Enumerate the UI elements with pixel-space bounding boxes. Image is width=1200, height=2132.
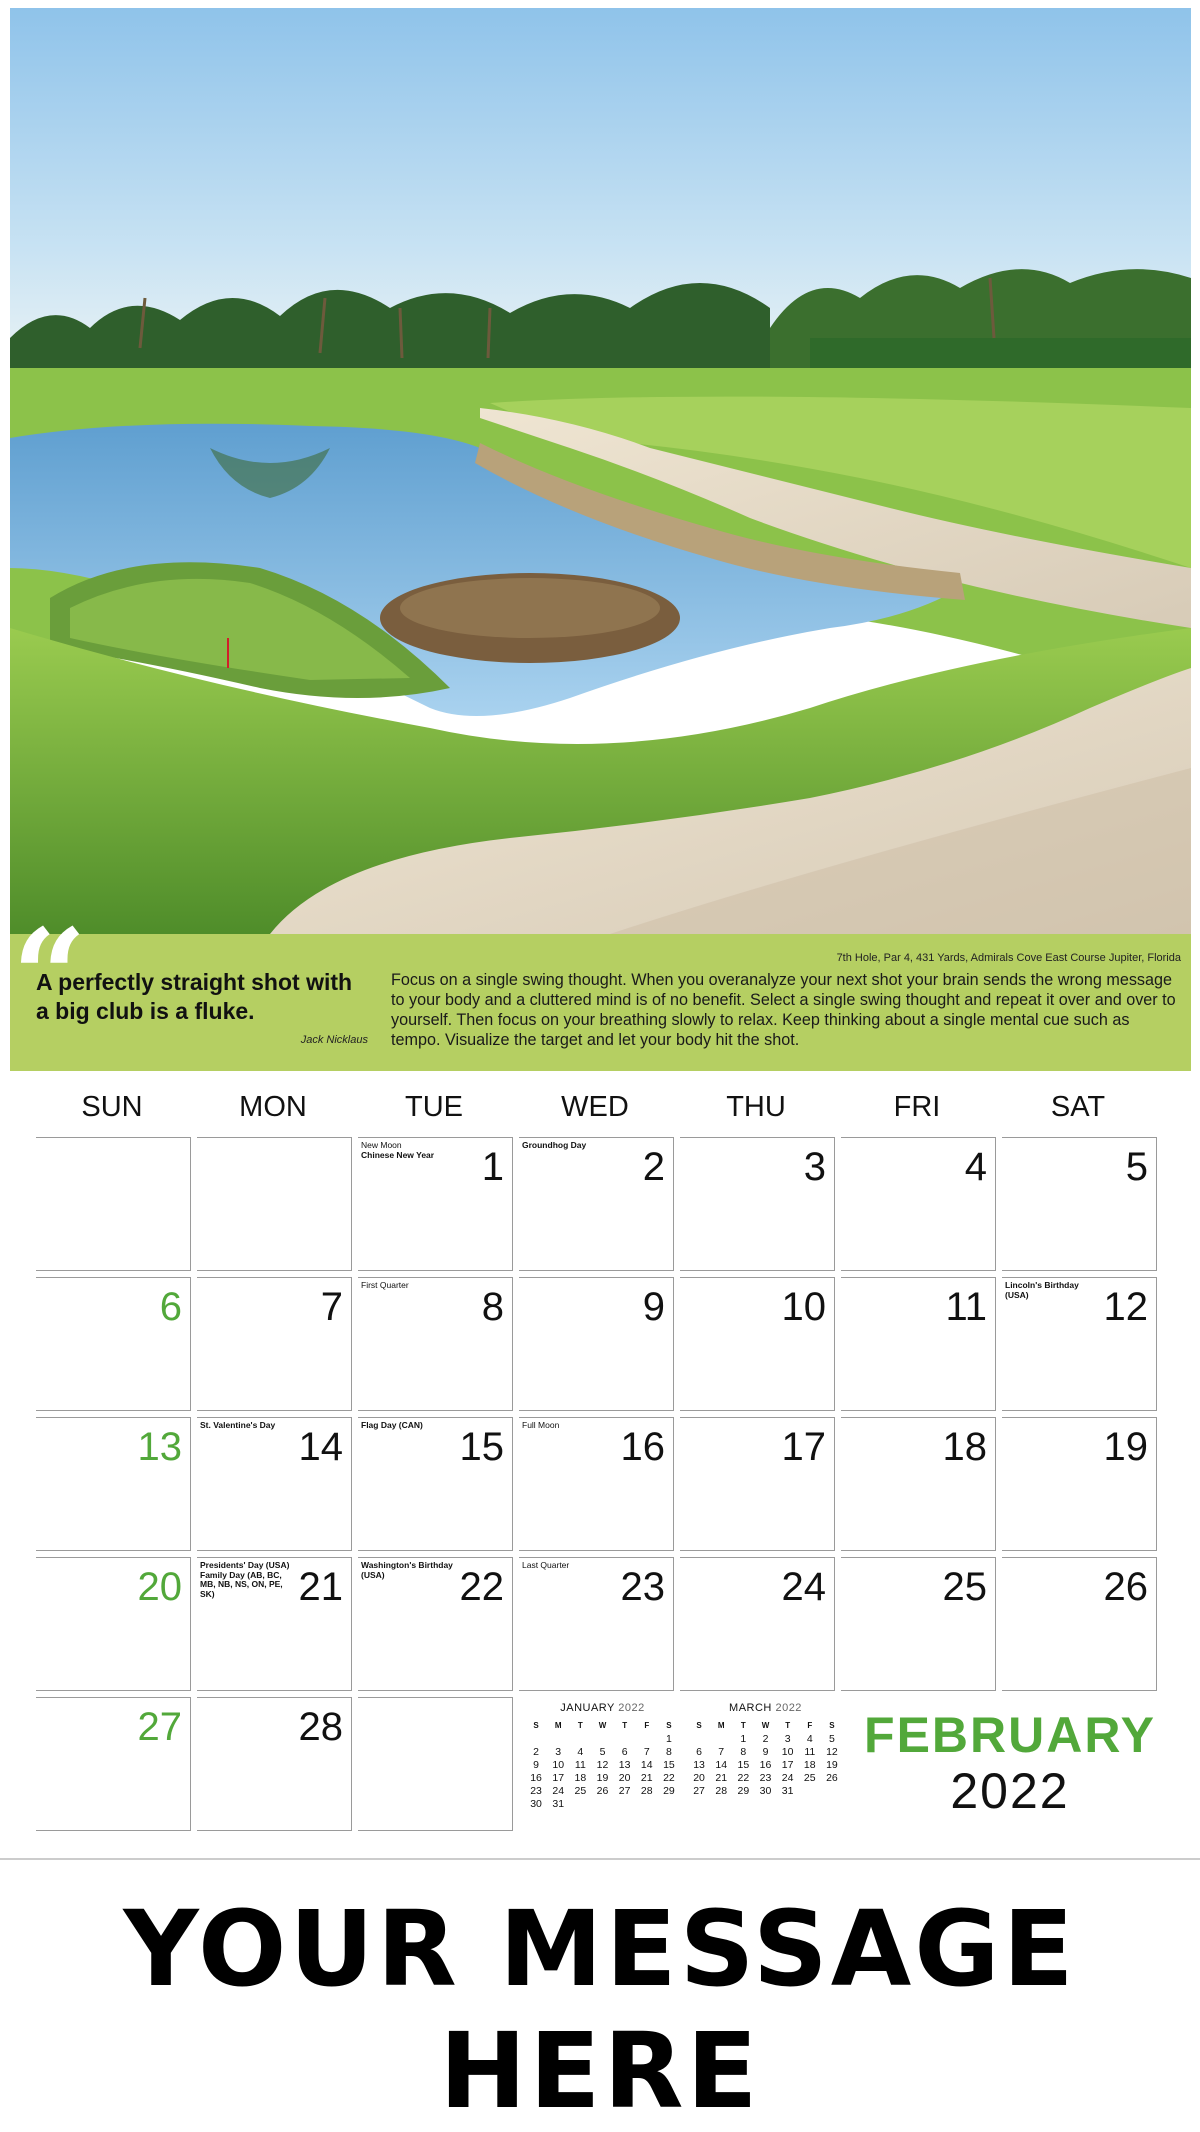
mini-weekday-header: M [554, 1720, 562, 1730]
mini-day [591, 1732, 613, 1745]
mini-weekday-header: F [807, 1720, 813, 1730]
day-number: 19 [1103, 1425, 1148, 1469]
mini-day: 9 [533, 1758, 539, 1771]
holiday-name: St. Valentine's Day [200, 1420, 276, 1430]
mini-day: 30 [530, 1797, 542, 1810]
mini-day: 14 [640, 1758, 653, 1771]
mini-weekday-header: W [761, 1720, 770, 1730]
mini-day: 31 [781, 1784, 794, 1797]
mini-day: 21 [640, 1771, 653, 1784]
mini-calendar-march [688, 1702, 843, 1797]
day-cell[interactable] [1002, 1137, 1157, 1271]
mini-weekday-header: M [717, 1720, 725, 1730]
mini-day: 8 [740, 1745, 747, 1758]
mini-day [591, 1797, 613, 1810]
mini-day: 10 [781, 1745, 794, 1758]
day-number: 15 [459, 1425, 504, 1469]
moon-phase-note: First Quarter [361, 1280, 409, 1290]
quote-mark-icon: “ [12, 900, 87, 1053]
mini-day: 24 [552, 1784, 565, 1797]
day-number: 26 [1103, 1565, 1148, 1609]
mini-day: 7 [643, 1745, 650, 1758]
day-cell[interactable] [1002, 1417, 1157, 1551]
day-number: 17 [781, 1425, 826, 1469]
day-number: 22 [459, 1565, 504, 1609]
day-number: 8 [481, 1285, 504, 1329]
mini-day: 7 [718, 1745, 725, 1758]
day-number: 9 [642, 1285, 665, 1329]
mini-day [821, 1784, 843, 1797]
photo-caption: 7th Hole, Par 4, 431 Yards, Admirals Cove East Course Jupiter, Florida [836, 952, 1181, 964]
mini-day: 13 [693, 1758, 705, 1771]
day-cell[interactable] [36, 1137, 191, 1271]
mini-day: 6 [696, 1745, 702, 1758]
day-number: 20 [137, 1565, 182, 1609]
mini-day: 11 [804, 1745, 816, 1758]
mini-day: 26 [596, 1784, 609, 1797]
footer-message: YOUR MESSAGE HERE [123, 1888, 1077, 2132]
mini-day [710, 1732, 732, 1745]
day-number: 27 [137, 1705, 182, 1749]
mini-day: 17 [552, 1771, 565, 1784]
mini-day: 20 [618, 1771, 631, 1784]
mini-day: 17 [781, 1758, 794, 1771]
day-of-week-thu: THU [726, 1091, 786, 1123]
mini-day: 15 [663, 1758, 675, 1771]
day-cell[interactable] [197, 1137, 352, 1271]
day-cell[interactable] [36, 1697, 191, 1831]
mini-day: 28 [715, 1784, 728, 1797]
mini-day: 23 [759, 1771, 772, 1784]
holiday-name: Flag Day (CAN) [361, 1420, 423, 1430]
day-of-week-sun: SUN [81, 1091, 143, 1123]
mini-day [799, 1784, 821, 1797]
mini-day [658, 1797, 680, 1810]
mini-day: 13 [618, 1758, 631, 1771]
mini-day [569, 1797, 591, 1810]
mini-day: 30 [759, 1784, 772, 1797]
mini-day: 14 [715, 1758, 728, 1771]
mini-day: 12 [596, 1758, 609, 1771]
moon-phase-note: New Moon [361, 1140, 402, 1150]
mini-day: 25 [803, 1771, 816, 1784]
mini-day: 8 [666, 1745, 672, 1758]
holiday-name: Lincoln's Birthday (USA) [1005, 1280, 1079, 1300]
mini-weekday-header: S [533, 1720, 539, 1730]
footer-divider [0, 1858, 1200, 1860]
mini-day: 26 [826, 1771, 838, 1784]
day-cell[interactable] [36, 1557, 191, 1691]
mini-day: 31 [552, 1797, 565, 1810]
day-cell[interactable] [841, 1137, 996, 1271]
mini-day: 16 [530, 1771, 542, 1784]
day-cell[interactable] [519, 1277, 674, 1411]
day-cell[interactable] [841, 1557, 996, 1691]
mini-day: 12 [826, 1745, 838, 1758]
holiday-note [200, 1561, 292, 1599]
mini-day: 22 [737, 1771, 750, 1784]
mini-day: 15 [737, 1758, 750, 1771]
holiday-name: Chinese New Year [361, 1149, 435, 1160]
mini-day [688, 1732, 710, 1745]
mini-weekday-header: W [598, 1720, 607, 1730]
quote-band [10, 900, 1191, 1071]
mini-day: 2 [533, 1745, 539, 1758]
mini-day [547, 1732, 569, 1745]
mini-day: 29 [737, 1784, 750, 1797]
mini-day: 9 [762, 1745, 769, 1758]
day-of-week-fri: FRI [893, 1091, 941, 1123]
holiday-note [522, 1141, 614, 1151]
mini-day: 4 [806, 1732, 813, 1745]
mini-day: 11 [574, 1758, 586, 1771]
day-cell[interactable] [36, 1277, 191, 1411]
day-of-week-mon: MON [239, 1091, 307, 1123]
mini-calendar-table [688, 1718, 843, 1797]
day-of-week-sat: SAT [1050, 1091, 1106, 1123]
mini-weekday-header: T [740, 1720, 746, 1730]
day-cell[interactable] [680, 1417, 835, 1551]
mini-day: 16 [759, 1758, 772, 1771]
day-cell[interactable] [1002, 1277, 1157, 1411]
mini-weekday-header: T [785, 1720, 791, 1730]
mini-calendar-year: 2022 [775, 1702, 802, 1714]
day-number: 28 [298, 1705, 343, 1749]
mini-day: 3 [555, 1745, 562, 1758]
mini-day [636, 1732, 658, 1745]
moon-phase-note: Last Quarter [522, 1560, 570, 1570]
day-number: 12 [1103, 1285, 1148, 1329]
year-title: 2022 [950, 1763, 1070, 1819]
holiday-name: Washington's Birthday (USA) [361, 1560, 453, 1580]
day-number: 7 [320, 1285, 343, 1329]
mini-calendar-year: 2022 [618, 1702, 645, 1714]
mini-weekday-header: S [666, 1720, 672, 1730]
mini-calendar-january [525, 1702, 680, 1810]
holiday-name: Presidents' Day (USA) Family Day (AB, BC, MB, NB, NS, ON, PE, SK) [200, 1560, 290, 1599]
mini-day: 18 [574, 1771, 587, 1784]
day-cell[interactable] [1002, 1557, 1157, 1691]
day-cell[interactable] [680, 1137, 835, 1271]
mini-calendar-title [688, 1702, 843, 1714]
day-number: 13 [137, 1425, 182, 1469]
day-cell[interactable] [197, 1417, 352, 1551]
mini-calendar-title [525, 1702, 680, 1714]
day-number: 10 [781, 1285, 826, 1329]
mini-day: 3 [784, 1732, 791, 1745]
day-cell[interactable] [358, 1277, 513, 1411]
mini-weekday-header: T [577, 1720, 583, 1730]
day-number: 2 [642, 1145, 665, 1189]
mini-calendar-month: MARCH [729, 1702, 772, 1714]
day-number: 18 [942, 1425, 987, 1469]
day-number: 23 [620, 1565, 665, 1609]
holiday-note [200, 1421, 292, 1431]
quote-text: A perfectly straight shot with a big club is a fluke. [36, 969, 353, 1024]
mini-day: 21 [715, 1771, 728, 1784]
mini-weekday-header: S [696, 1720, 702, 1730]
mini-day: 27 [618, 1784, 631, 1797]
holiday-name: Groundhog Day [522, 1140, 587, 1150]
mini-day: 4 [577, 1745, 584, 1758]
mini-day: 5 [829, 1732, 835, 1745]
day-cell[interactable] [841, 1417, 996, 1551]
mini-day: 1 [666, 1732, 672, 1745]
day-number: 14 [298, 1425, 343, 1469]
month-title: FEBRUARY [864, 1707, 1156, 1763]
mini-day [525, 1732, 547, 1745]
day-cell[interactable] [680, 1277, 835, 1411]
mini-day: 27 [693, 1784, 705, 1797]
mini-day: 2 [762, 1732, 769, 1745]
day-cell[interactable] [36, 1417, 191, 1551]
mini-day: 23 [530, 1784, 542, 1797]
mini-day: 20 [693, 1771, 705, 1784]
mini-day [636, 1797, 658, 1810]
mini-day: 19 [826, 1758, 838, 1771]
day-cell[interactable] [519, 1557, 674, 1691]
mini-day: 10 [552, 1758, 565, 1771]
day-cell[interactable] [841, 1277, 996, 1411]
day-number: 3 [803, 1145, 826, 1189]
day-number: 11 [945, 1285, 987, 1329]
day-number: 5 [1125, 1145, 1148, 1189]
day-number: 16 [620, 1425, 665, 1469]
day-cell[interactable] [358, 1557, 513, 1691]
day-number: 25 [942, 1565, 987, 1609]
mini-day: 5 [599, 1745, 606, 1758]
golf-course-photo [10, 8, 1191, 934]
day-cell[interactable] [358, 1697, 513, 1831]
mini-calendar-month: JANUARY [560, 1702, 615, 1714]
holiday-note [361, 1141, 453, 1160]
moon-phase-note: Full Moon [522, 1420, 560, 1430]
mini-day: 24 [781, 1771, 794, 1784]
day-number: 24 [781, 1565, 826, 1609]
mini-weekday-header: S [829, 1720, 835, 1730]
day-number: 6 [159, 1285, 182, 1329]
day-cell[interactable] [197, 1697, 352, 1831]
day-of-week-header [36, 1085, 1164, 1129]
mini-weekday-header: T [622, 1720, 628, 1730]
holiday-note [522, 1561, 614, 1571]
mini-day: 6 [621, 1745, 628, 1758]
mini-day [614, 1797, 636, 1810]
day-number: 21 [298, 1565, 343, 1609]
day-cell[interactable] [519, 1417, 674, 1551]
day-of-week-wed: WED [561, 1091, 629, 1123]
day-cell[interactable] [680, 1557, 835, 1691]
mini-weekday-header: F [644, 1720, 650, 1730]
mini-day: 1 [740, 1732, 747, 1745]
day-of-week-tue: TUE [405, 1091, 463, 1123]
mini-day: 22 [663, 1771, 675, 1784]
holiday-note [361, 1281, 453, 1291]
day-cell[interactable] [197, 1277, 352, 1411]
holiday-note [361, 1421, 453, 1431]
day-cell[interactable] [197, 1557, 352, 1691]
mini-day: 28 [640, 1784, 653, 1797]
mini-day: 29 [663, 1784, 675, 1797]
mini-day: 18 [803, 1758, 816, 1771]
holiday-note [361, 1561, 453, 1580]
mini-day: 25 [574, 1784, 587, 1797]
day-cell[interactable] [358, 1417, 513, 1551]
holiday-note [522, 1421, 614, 1431]
mini-day [569, 1732, 591, 1745]
mini-day: 19 [596, 1771, 609, 1784]
quote-author: Jack Nicklaus [300, 1034, 368, 1046]
golf-tip-text: Focus on a single swing thought. When you overanalyze your next shot your brain sends the wrong message to your body and a cluttered mind is of no benefit. Select a single swing thought and repeat it over and over to yourself. Then focus on your breathing slowly to relax. Keep thinking about a single mental cue such as tempo. Visualize the target and let your body hit the shot. [391, 971, 1176, 1049]
day-cell[interactable] [358, 1137, 513, 1271]
mini-calendar-table [525, 1718, 680, 1810]
day-number: 1 [481, 1145, 504, 1189]
holiday-note [1005, 1281, 1097, 1300]
mini-day [614, 1732, 636, 1745]
day-cell[interactable] [519, 1137, 674, 1271]
day-number: 4 [964, 1145, 987, 1189]
